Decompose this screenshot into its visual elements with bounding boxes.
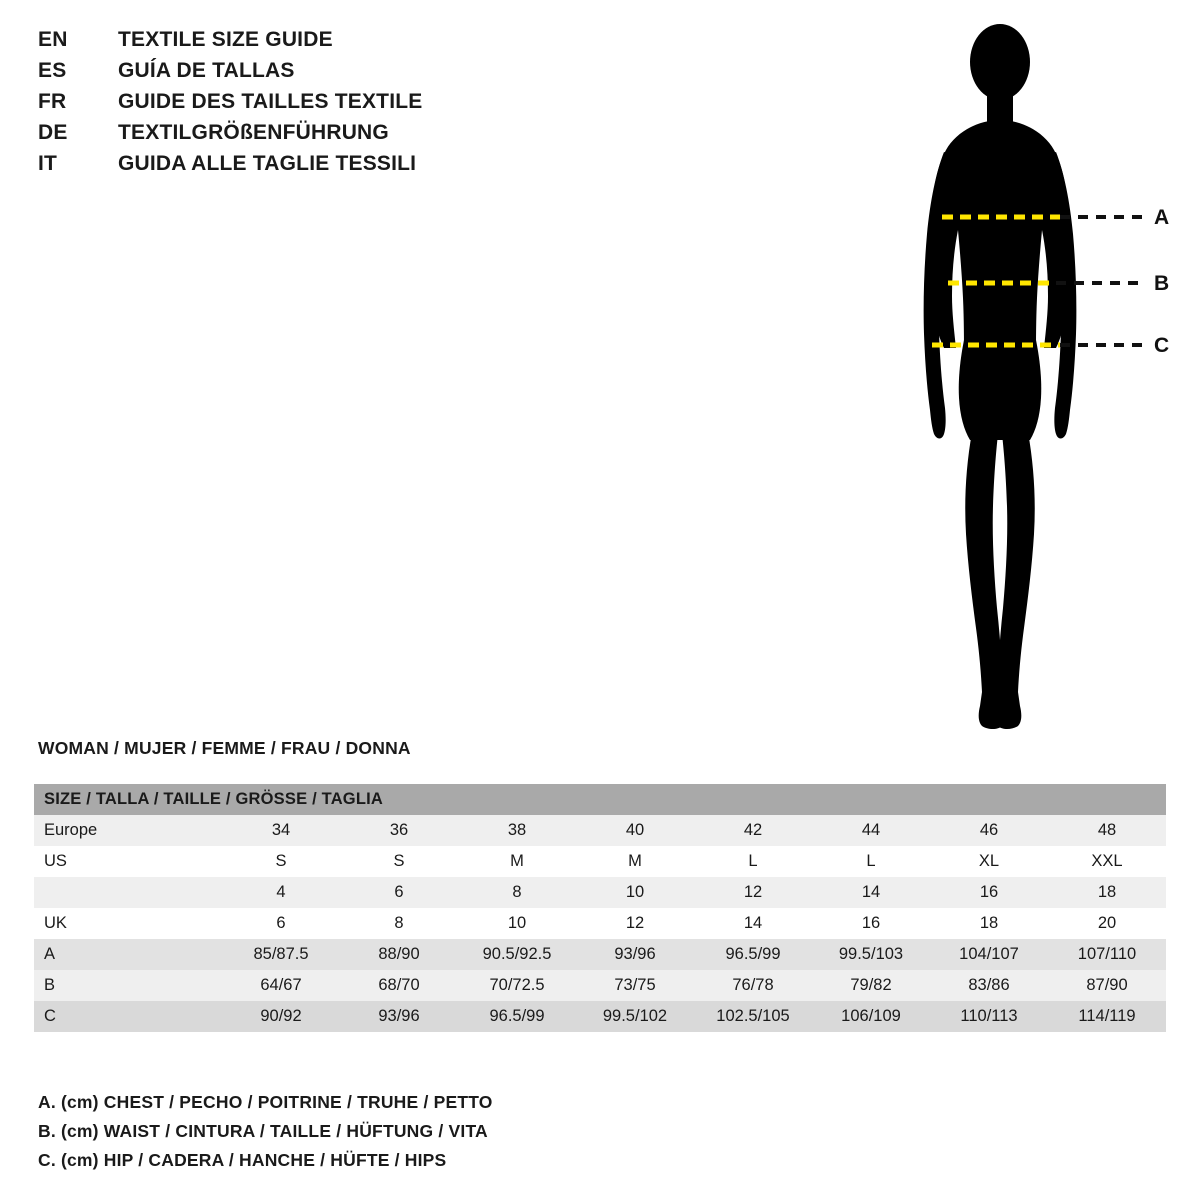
- cell: 99.5/103: [812, 939, 930, 970]
- cell: 102.5/105: [694, 1001, 812, 1032]
- cell: 114/119: [1048, 1001, 1166, 1032]
- title-text-es: GUÍA DE TALLAS: [118, 59, 295, 82]
- cell: 96.5/99: [694, 939, 812, 970]
- cell: 4: [222, 877, 340, 908]
- cell: L: [812, 846, 930, 877]
- cell: 12: [576, 908, 694, 939]
- row-label-europe: Europe: [34, 815, 222, 846]
- row-label-b: B: [34, 970, 222, 1001]
- footnotes: [38, 1092, 738, 1179]
- title-block: [38, 28, 658, 183]
- cell: 14: [694, 908, 812, 939]
- language-code-it: IT: [38, 152, 58, 175]
- cell: 93/96: [576, 939, 694, 970]
- cell: 8: [340, 908, 458, 939]
- row-label-us-numeric: [34, 877, 222, 908]
- body-silhouette-figure: [860, 14, 1190, 744]
- cell: XXL: [1048, 846, 1166, 877]
- cell: 10: [576, 877, 694, 908]
- table-header-label: SIZE / TALLA / TAILLE / GRÖSSE / TAGLIA: [34, 784, 1166, 815]
- measure-label-c: C: [1154, 334, 1170, 357]
- cell: 85/87.5: [222, 939, 340, 970]
- title-row-de: [38, 121, 658, 152]
- cell: M: [458, 846, 576, 877]
- cell: 79/82: [812, 970, 930, 1001]
- cell: 88/90: [340, 939, 458, 970]
- language-code-fr: FR: [38, 90, 67, 113]
- cell: 6: [222, 908, 340, 939]
- title-text-de: TEXTILGRÖßENFÜHRUNG: [118, 121, 389, 144]
- row-label-a: A: [34, 939, 222, 970]
- cell: 34: [222, 815, 340, 846]
- table-row: [34, 970, 1166, 1001]
- cell: 36: [340, 815, 458, 846]
- size-table: [34, 784, 1166, 1032]
- table-row: [34, 939, 1166, 970]
- cell: 16: [930, 877, 1048, 908]
- title-row-en: [38, 28, 658, 59]
- language-code-es: ES: [38, 59, 67, 82]
- language-code-de: DE: [38, 121, 68, 144]
- cell: 99.5/102: [576, 1001, 694, 1032]
- table-row: [34, 1001, 1166, 1032]
- row-label-uk: UK: [34, 908, 222, 939]
- cell: 10: [458, 908, 576, 939]
- cell: S: [222, 846, 340, 877]
- cell: 73/75: [576, 970, 694, 1001]
- cell: 106/109: [812, 1001, 930, 1032]
- cell: 90/92: [222, 1001, 340, 1032]
- table-row: [34, 908, 1166, 939]
- cell: 48: [1048, 815, 1166, 846]
- cell: 46: [930, 815, 1048, 846]
- cell: 6: [340, 877, 458, 908]
- cell: 44: [812, 815, 930, 846]
- table-header-row: [34, 784, 1166, 815]
- cell: 107/110: [1048, 939, 1166, 970]
- cell: S: [340, 846, 458, 877]
- footnote-hip: C. (cm) HIP / CADERA / HANCHE / HÜFTE / HIPS: [38, 1150, 447, 1170]
- cell: 87/90: [1048, 970, 1166, 1001]
- cell: M: [576, 846, 694, 877]
- cell: 70/72.5: [458, 970, 576, 1001]
- table-row: [34, 877, 1166, 908]
- cell: 20: [1048, 908, 1166, 939]
- title-text-it: GUIDA ALLE TAGLIE TESSILI: [118, 152, 417, 175]
- female-silhouette-icon: [860, 14, 1190, 744]
- cell: 38: [458, 815, 576, 846]
- cell: 90.5/92.5: [458, 939, 576, 970]
- measure-label-b: B: [1154, 272, 1170, 295]
- cell: 96.5/99: [458, 1001, 576, 1032]
- cell: 12: [694, 877, 812, 908]
- cell: 18: [1048, 877, 1166, 908]
- section-caption-woman: WOMAN / MUJER / FEMME / FRAU / DONNA: [38, 738, 411, 758]
- cell: 68/70: [340, 970, 458, 1001]
- cell: 16: [812, 908, 930, 939]
- cell: 8: [458, 877, 576, 908]
- row-label-us: US: [34, 846, 222, 877]
- cell: 64/67: [222, 970, 340, 1001]
- cell: 83/86: [930, 970, 1048, 1001]
- cell: L: [694, 846, 812, 877]
- title-row-it: [38, 152, 658, 183]
- cell: 110/113: [930, 1001, 1048, 1032]
- title-text-fr: GUIDE DES TAILLES TEXTILE: [118, 90, 423, 113]
- cell: 40: [576, 815, 694, 846]
- cell: 104/107: [930, 939, 1048, 970]
- measure-label-a: A: [1154, 206, 1170, 229]
- footnote-waist: B. (cm) WAIST / CINTURA / TAILLE / HÜFTUNG / VITA: [38, 1121, 488, 1141]
- cell: 14: [812, 877, 930, 908]
- cell: 42: [694, 815, 812, 846]
- title-row-es: [38, 59, 658, 90]
- table-row: [34, 815, 1166, 846]
- language-code-en: EN: [38, 28, 68, 51]
- row-label-c: C: [34, 1001, 222, 1032]
- footnote-chest: A. (cm) CHEST / PECHO / POITRINE / TRUHE / PETTO: [38, 1092, 493, 1112]
- title-row-fr: [38, 90, 658, 121]
- cell: 18: [930, 908, 1048, 939]
- cell: 76/78: [694, 970, 812, 1001]
- table-row: [34, 846, 1166, 877]
- cell: XL: [930, 846, 1048, 877]
- cell: 93/96: [340, 1001, 458, 1032]
- title-text-en: TEXTILE SIZE GUIDE: [118, 28, 333, 51]
